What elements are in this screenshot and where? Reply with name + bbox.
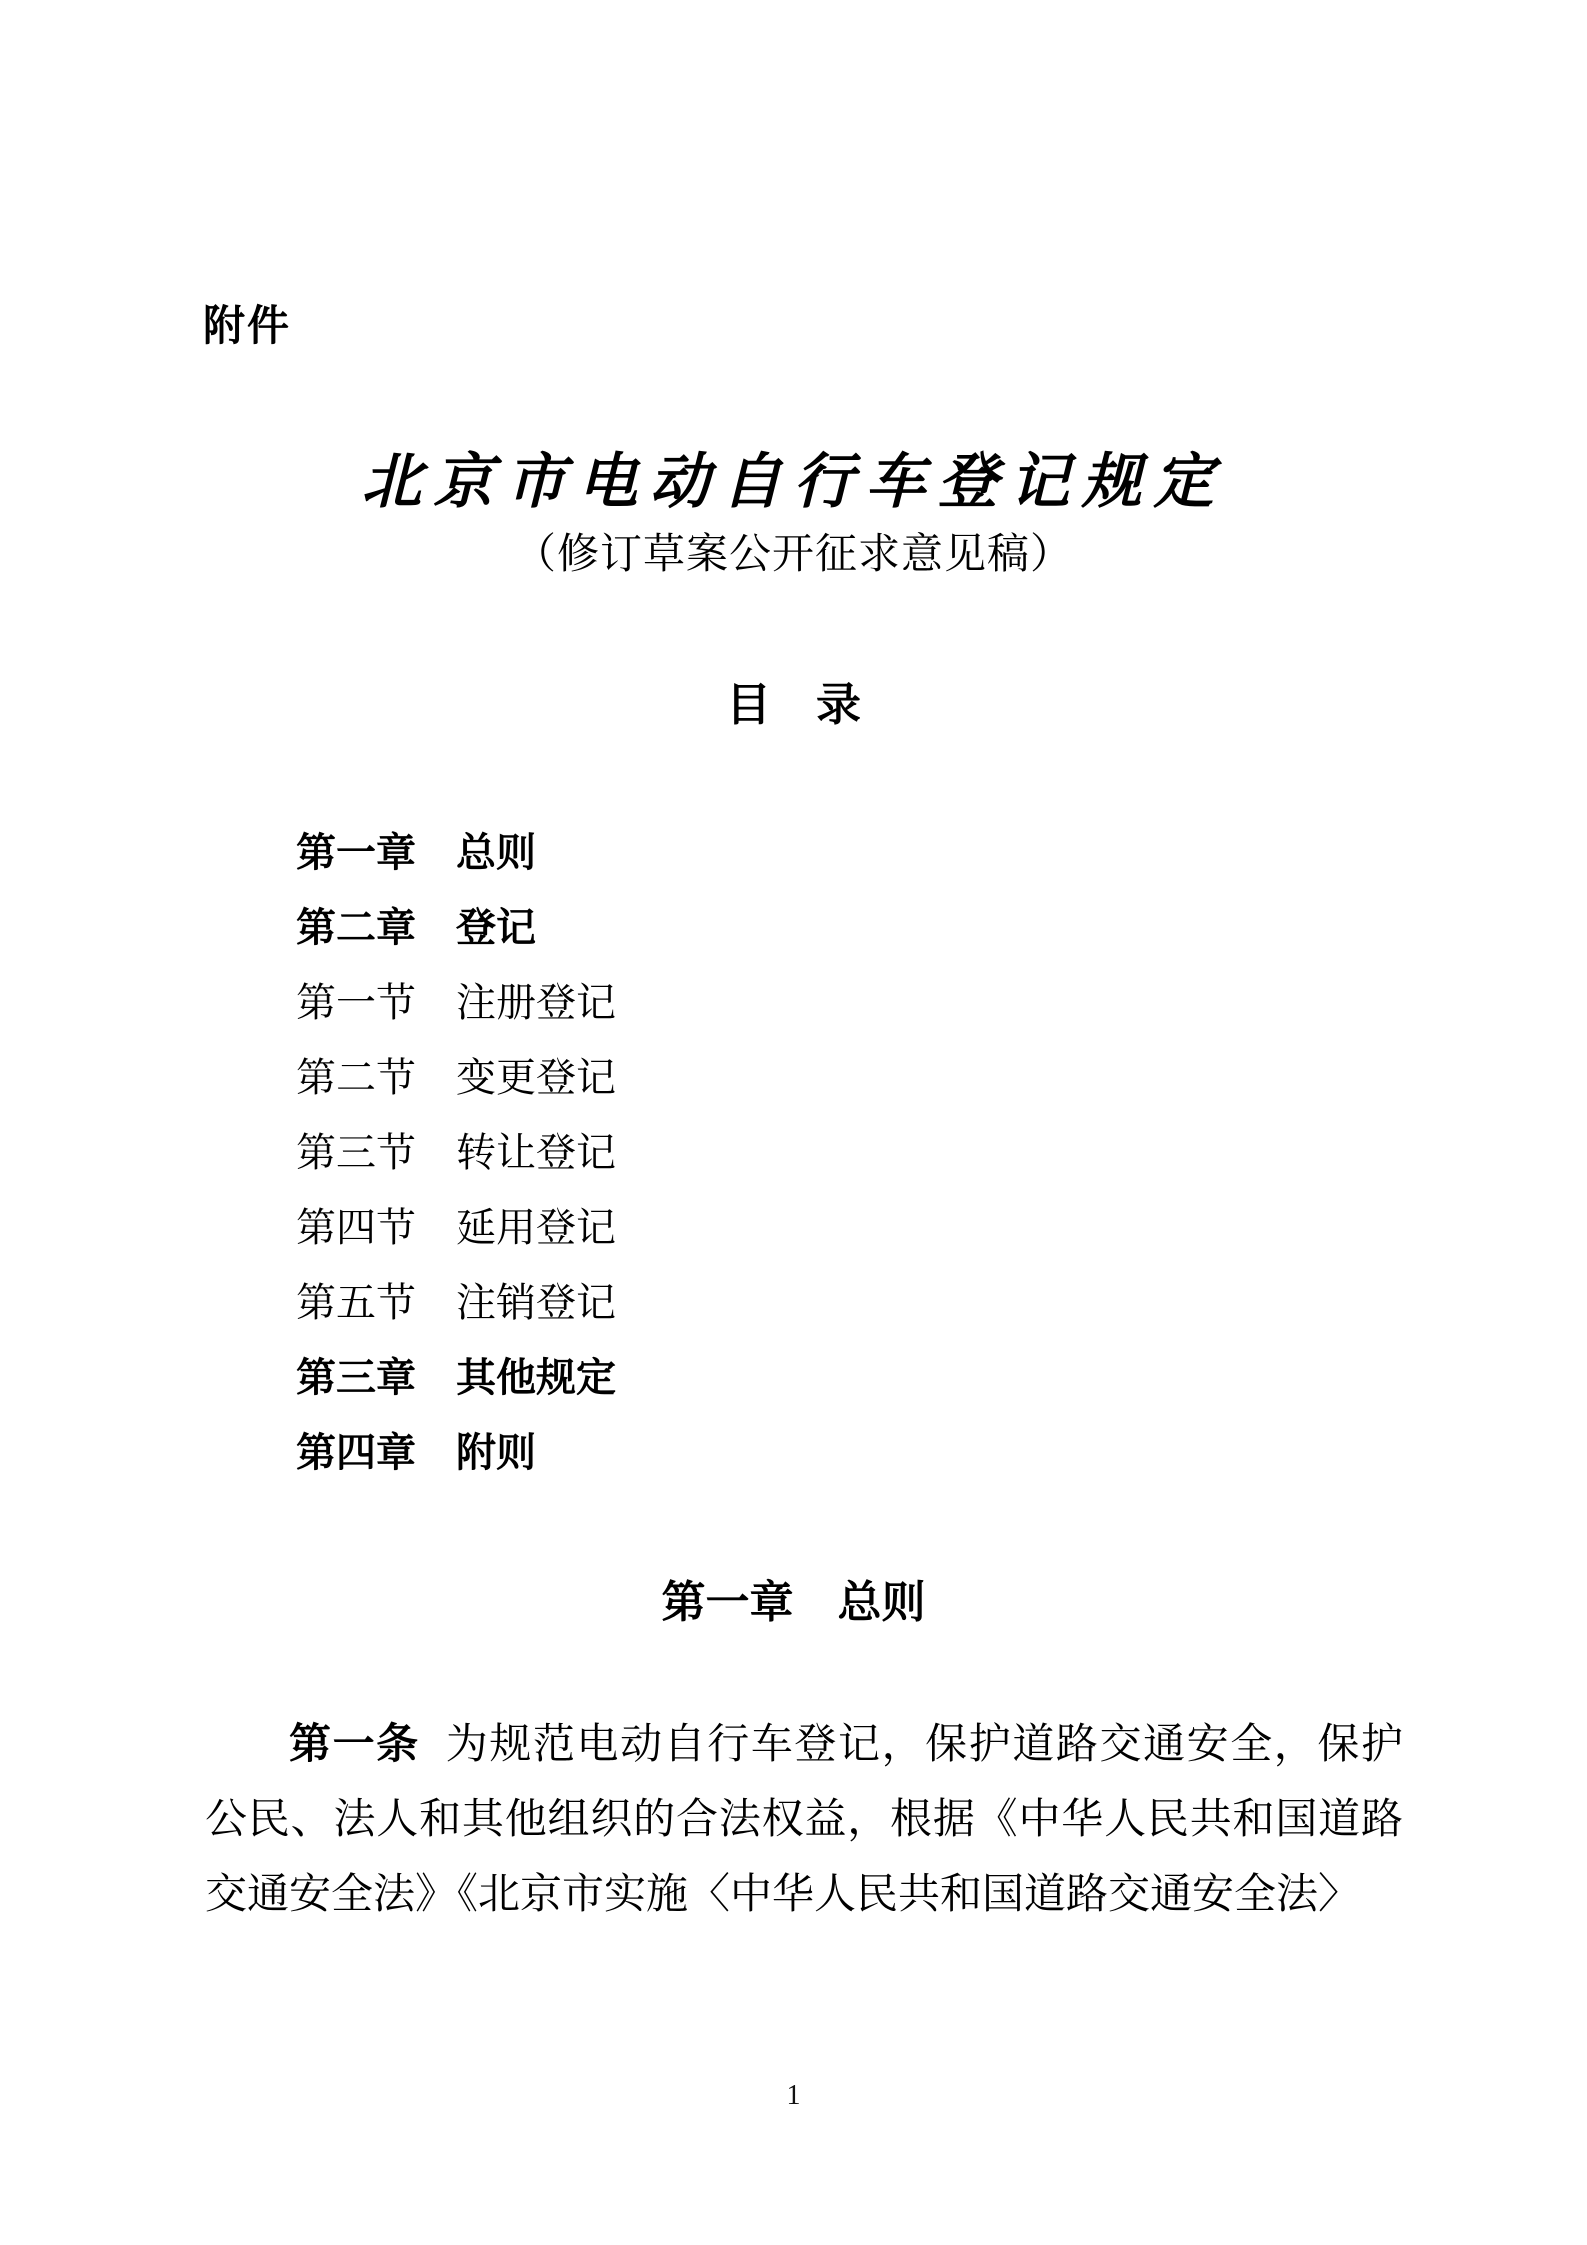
article-1-paragraph: [205, 1706, 1403, 1933]
article-1-label: 第一条: [289, 1720, 420, 1767]
toc-item-section-3: 第三节 转让登记: [296, 1130, 616, 1175]
toc-item-chapter-3: 第三章 其他规定: [296, 1356, 616, 1400]
chapter-1-heading: 第一章 总则: [661, 1578, 926, 1627]
toc-item-section-1: 第一节 注册登记: [296, 980, 616, 1025]
toc-item-chapter-4: 第四章 附则: [296, 1431, 536, 1475]
table-of-contents: [296, 812, 616, 1487]
toc-item-chapter-1: 第一章 总则: [296, 831, 536, 875]
document-subtitle: （修订草案公开征求意见稿）: [513, 532, 1073, 578]
toc-item-section-4: 第四节 延用登记: [296, 1205, 616, 1250]
toc-item-chapter-2: 第二章 登记: [296, 906, 536, 950]
toc-item-section-2: 第二节 变更登记: [296, 1055, 616, 1100]
toc-item-section-5: 第五节 注销登记: [296, 1280, 616, 1325]
document-title: 北京市电动自行车登记规定: [361, 449, 1226, 515]
page-number: 1: [786, 2080, 801, 2111]
attachment-label: 附件: [203, 302, 292, 349]
toc-title: 目 录: [725, 679, 861, 730]
article-1-text: 为规范电动自行车登记，保护道路交通安全，保护公民、法人和其他组织的合法权益，根据《中华人民共和国道路交通安全法》《北京市实施〈中华人民共和国道路交通安全法〉: [205, 1722, 1403, 1918]
